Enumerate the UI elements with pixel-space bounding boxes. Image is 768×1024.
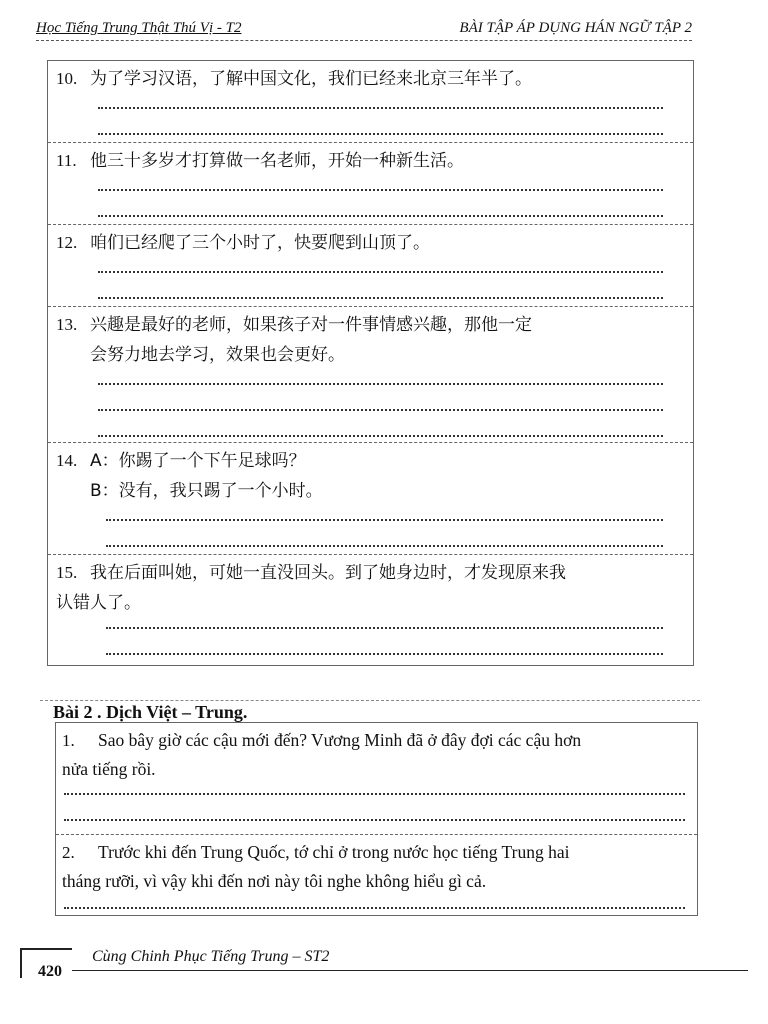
answer-line[interactable] (98, 381, 663, 385)
answer-line[interactable] (106, 625, 663, 629)
footer-rule (72, 970, 748, 971)
exercise-item (48, 443, 693, 555)
section-divider (40, 700, 700, 701)
answer-line[interactable] (98, 407, 663, 411)
section-title: Bài 2 . Dịch Việt – Trung. (53, 702, 248, 722)
exercise-text: 咱们已经爬了三个小时了，快要爬到山顶了。 (90, 233, 430, 253)
exercise-item (48, 555, 693, 665)
page-header (36, 18, 692, 41)
translation-item (56, 723, 697, 835)
exercise-item (48, 307, 693, 443)
exercise-number: 13. (56, 315, 78, 334)
exercise-number: 11. (56, 151, 77, 170)
answer-line[interactable] (106, 517, 663, 521)
exercise-text: 为了学习汉语，了解中国文化，我们已经来北京三年半了。 (90, 69, 532, 89)
dialogue-line-a: A：你踢了一个下午足球吗？ (90, 451, 306, 471)
exercise-number: 1. (62, 731, 75, 750)
exercise-item (48, 143, 693, 225)
chapter-title: BÀI TẬP ÁP DỤNG HÁN NGỮ TẬP 2 (459, 20, 692, 36)
answer-line[interactable] (98, 105, 663, 109)
answer-line[interactable] (98, 187, 663, 191)
exercise-number: 12. (56, 233, 78, 252)
exercise-text: 他三十多岁才打算做一名老师，开始一种新生活。 (90, 151, 464, 171)
exercise-number: 10. (56, 69, 78, 88)
dialogue-line-b: B：没有，我只踢了一个小时。 (90, 481, 323, 501)
exercise-text-cont: 会努力地去学习，效果也会更好。 (90, 345, 345, 365)
exercise-text-cont: 认错人了。 (56, 593, 141, 613)
translation-text-cont: nửa tiếng rồi. (62, 759, 156, 779)
answer-line[interactable] (98, 295, 663, 299)
exercise-item (48, 61, 693, 143)
answer-line[interactable] (64, 905, 685, 909)
exercise-number: 14. (56, 451, 78, 470)
answer-line[interactable] (98, 433, 663, 437)
book-title: Học Tiếng Trung Thật Thú Vị - T2 (36, 20, 242, 36)
exercise-box-2 (55, 722, 698, 916)
exercise-number: 15. (56, 563, 78, 582)
exercise-box-1 (47, 60, 694, 666)
translation-text-cont: tháng rưỡi, vì vậy khi đến nơi này tôi nghe không hiểu gì cả. (62, 871, 487, 891)
scan-artifact (588, 950, 648, 964)
answer-line[interactable] (98, 213, 663, 217)
answer-line[interactable] (98, 131, 663, 135)
answer-line[interactable] (64, 791, 685, 795)
translation-text: Trước khi đến Trung Quốc, tớ chỉ ở trong nước học tiếng Trung hai (98, 842, 570, 862)
answer-line[interactable] (106, 651, 663, 655)
translation-text: Sao bây giờ các cậu mới đến? Vương Minh đã ở đây đợi các cậu hơn (98, 730, 582, 750)
exercise-text: 我在后面叫她，可她一直没回头。到了她身边时，才发现原来我 (90, 563, 566, 583)
exercise-item (48, 225, 693, 307)
page-number: 420 (38, 963, 62, 980)
answer-line[interactable] (64, 817, 685, 821)
answer-line[interactable] (98, 269, 663, 273)
translation-item (56, 835, 697, 915)
exercise-text: 兴趣是最好的老师，如果孩子对一件事情感兴趣，那他一定 (90, 315, 532, 335)
answer-line[interactable] (106, 543, 663, 547)
exercise-number: 2. (62, 843, 75, 862)
footer-title: Cùng Chinh Phục Tiếng Trung – ST2 (92, 948, 330, 965)
